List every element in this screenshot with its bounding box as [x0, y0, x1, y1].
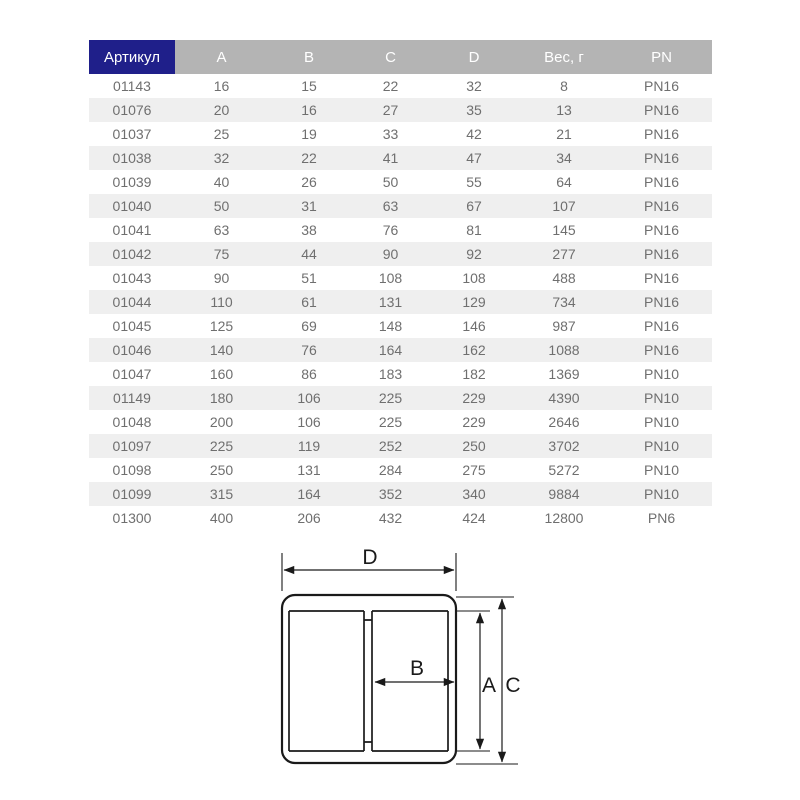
value-cell: 206	[297, 510, 321, 526]
value-cell: 51	[301, 270, 317, 286]
column-header: B	[268, 40, 350, 74]
value-cell: 145	[552, 222, 576, 238]
article-cell: 01099	[112, 486, 152, 502]
value-cell: 25	[213, 126, 230, 142]
value-cell: 2646	[548, 414, 580, 430]
value-cell: PN10	[643, 366, 680, 382]
spec-table	[89, 40, 712, 530]
article-cell: 01048	[112, 414, 152, 430]
article-cell: 01300	[112, 510, 152, 526]
table-row	[89, 170, 712, 194]
value-cell: 148	[378, 318, 403, 334]
value-cell: 26	[301, 174, 317, 190]
value-cell: 12800	[544, 510, 584, 526]
article-cell: 01044	[112, 294, 152, 310]
value-cell: 55	[466, 174, 482, 190]
table-row	[89, 434, 712, 458]
value-cell: 488	[552, 270, 576, 286]
article-cell: 01042	[112, 246, 152, 262]
coupling-bore-lines	[289, 611, 448, 751]
value-cell: 284	[378, 462, 403, 478]
value-cell: 16	[213, 78, 230, 94]
value-cell: PN6	[647, 510, 676, 526]
value-cell: 119	[297, 438, 321, 454]
table-row	[89, 218, 712, 242]
value-cell: PN16	[643, 222, 680, 238]
value-cell: 34	[556, 150, 572, 166]
table-row	[89, 410, 712, 434]
value-cell: 1088	[548, 342, 580, 358]
column-header: Вес, г	[517, 40, 611, 74]
value-cell: 182	[462, 366, 486, 382]
value-cell: PN16	[643, 78, 680, 94]
article-cell: 01098	[112, 462, 152, 478]
value-cell: 35	[466, 102, 482, 118]
value-cell: 75	[213, 246, 230, 262]
value-cell: 200	[209, 414, 234, 430]
value-cell: 129	[462, 294, 486, 310]
column-header: D	[431, 40, 517, 74]
table-row	[89, 338, 712, 362]
value-cell: 63	[382, 198, 399, 214]
table-row	[89, 122, 712, 146]
value-cell: 42	[466, 126, 482, 142]
value-cell: 110	[210, 294, 233, 310]
table-row	[89, 146, 712, 170]
table-row	[89, 482, 712, 506]
dimension-a-label: A	[481, 674, 497, 697]
value-cell: 64	[556, 174, 572, 190]
value-cell: 315	[209, 486, 234, 502]
value-cell: 400	[209, 510, 234, 526]
dimension-d-label: D	[362, 546, 378, 569]
article-cell: 01149	[113, 390, 151, 406]
value-cell: 8	[560, 78, 568, 94]
table-header	[89, 40, 712, 74]
value-cell: 50	[382, 174, 399, 190]
value-cell: 15	[301, 78, 317, 94]
value-cell: PN16	[643, 294, 680, 310]
table-row	[89, 194, 712, 218]
table-row	[89, 74, 712, 98]
table-body	[89, 74, 712, 530]
value-cell: PN16	[643, 126, 680, 142]
dimension-c-label: C	[505, 674, 521, 697]
value-cell: 16	[301, 102, 317, 118]
value-cell: 180	[209, 390, 234, 406]
value-cell: 61	[301, 294, 317, 310]
value-cell: 86	[301, 366, 317, 382]
value-cell: 108	[462, 270, 486, 286]
value-cell: 225	[378, 390, 403, 406]
article-cell: 01040	[112, 198, 152, 214]
value-cell: 987	[552, 318, 576, 334]
value-cell: PN10	[643, 438, 680, 454]
value-cell: 19	[301, 126, 317, 142]
value-cell: 31	[301, 198, 317, 214]
value-cell: 229	[462, 390, 486, 406]
value-cell: PN10	[643, 390, 680, 406]
value-cell: 140	[209, 342, 234, 358]
dimension-b	[375, 657, 454, 682]
value-cell: 21	[556, 126, 572, 142]
value-cell: 108	[378, 270, 403, 286]
value-cell: 734	[552, 294, 576, 310]
value-cell: PN16	[643, 198, 680, 214]
value-cell: 1369	[548, 366, 580, 382]
value-cell: PN16	[643, 246, 680, 262]
value-cell: 225	[209, 438, 234, 454]
value-cell: 340	[462, 486, 486, 502]
column-header: C	[350, 40, 431, 74]
value-cell: 162	[462, 342, 486, 358]
value-cell: PN16	[643, 342, 680, 358]
value-cell: PN16	[643, 318, 680, 334]
value-cell: PN16	[643, 102, 680, 118]
article-cell: 01143	[113, 78, 151, 94]
value-cell: 33	[382, 126, 399, 142]
value-cell: 250	[209, 462, 234, 478]
value-cell: 125	[209, 318, 234, 334]
dimension-d	[282, 546, 456, 591]
value-cell: 32	[213, 150, 230, 166]
table-row	[89, 266, 712, 290]
value-cell: 164	[378, 342, 403, 358]
dimension-b-label: B	[409, 657, 425, 680]
value-cell: 160	[209, 366, 234, 382]
value-cell: 432	[378, 510, 403, 526]
value-cell: 76	[382, 222, 399, 238]
value-cell: PN10	[643, 486, 680, 502]
value-cell: 69	[301, 318, 317, 334]
value-cell: 90	[382, 246, 399, 262]
table-row	[89, 98, 712, 122]
article-cell: 01045	[112, 318, 152, 334]
value-cell: 76	[301, 342, 317, 358]
value-cell: 131	[378, 294, 403, 310]
value-cell: 50	[213, 198, 230, 214]
value-cell: 3702	[548, 438, 580, 454]
article-cell: 01076	[112, 102, 152, 118]
value-cell: 131	[297, 462, 321, 478]
value-cell: 4390	[548, 390, 580, 406]
value-cell: 250	[462, 438, 486, 454]
value-cell: 63	[213, 222, 230, 238]
value-cell: 277	[552, 246, 576, 262]
value-cell: 252	[378, 438, 403, 454]
value-cell: PN10	[643, 414, 680, 430]
value-cell: PN16	[643, 174, 680, 190]
value-cell: 20	[213, 102, 230, 118]
value-cell: 106	[297, 390, 321, 406]
article-column-header: Артикул	[89, 40, 175, 74]
article-cell: 01047	[112, 366, 152, 382]
value-cell: 38	[301, 222, 317, 238]
value-cell: 27	[382, 102, 399, 118]
value-cell: 106	[297, 414, 321, 430]
value-cell: 107	[552, 198, 576, 214]
value-cell: 22	[301, 150, 317, 166]
table-row	[89, 386, 712, 410]
column-header: A	[175, 40, 268, 74]
article-cell: 01043	[112, 270, 152, 286]
value-cell: 47	[466, 150, 482, 166]
value-cell: 44	[301, 246, 317, 262]
article-cell: 01039	[112, 174, 152, 190]
table-row	[89, 290, 712, 314]
article-cell: 01097	[112, 438, 152, 454]
value-cell: 32	[466, 78, 482, 94]
table-row	[89, 362, 712, 386]
value-cell: PN16	[643, 150, 680, 166]
value-cell: 424	[462, 510, 486, 526]
value-cell: 81	[466, 222, 482, 238]
value-cell: 229	[462, 414, 486, 430]
value-cell: 275	[462, 462, 486, 478]
value-cell: 92	[466, 246, 482, 262]
article-cell: 01037	[112, 126, 152, 142]
article-cell: 01046	[112, 342, 152, 358]
value-cell: 183	[378, 366, 403, 382]
value-cell: 146	[462, 318, 486, 334]
coupling-body	[282, 595, 456, 763]
table-row	[89, 242, 712, 266]
dimension-a	[456, 611, 496, 751]
article-cell: 01038	[112, 150, 152, 166]
value-cell: 352	[378, 486, 403, 502]
value-cell: 67	[466, 198, 482, 214]
header-row	[89, 40, 712, 74]
value-cell: 13	[556, 102, 572, 118]
value-cell: 9884	[548, 486, 580, 502]
value-cell: 164	[297, 486, 321, 502]
value-cell: 5272	[548, 462, 580, 478]
column-header: PN	[611, 40, 712, 74]
coupling-dimension-drawing	[240, 540, 560, 780]
value-cell: 225	[378, 414, 403, 430]
value-cell: PN16	[643, 270, 680, 286]
table-row	[89, 458, 712, 482]
table-row	[89, 314, 712, 338]
value-cell: 22	[382, 78, 399, 94]
value-cell: PN10	[643, 462, 680, 478]
table-row	[89, 506, 712, 530]
article-cell: 01041	[112, 222, 152, 238]
value-cell: 41	[382, 150, 399, 166]
value-cell: 90	[213, 270, 230, 286]
value-cell: 40	[213, 174, 230, 190]
